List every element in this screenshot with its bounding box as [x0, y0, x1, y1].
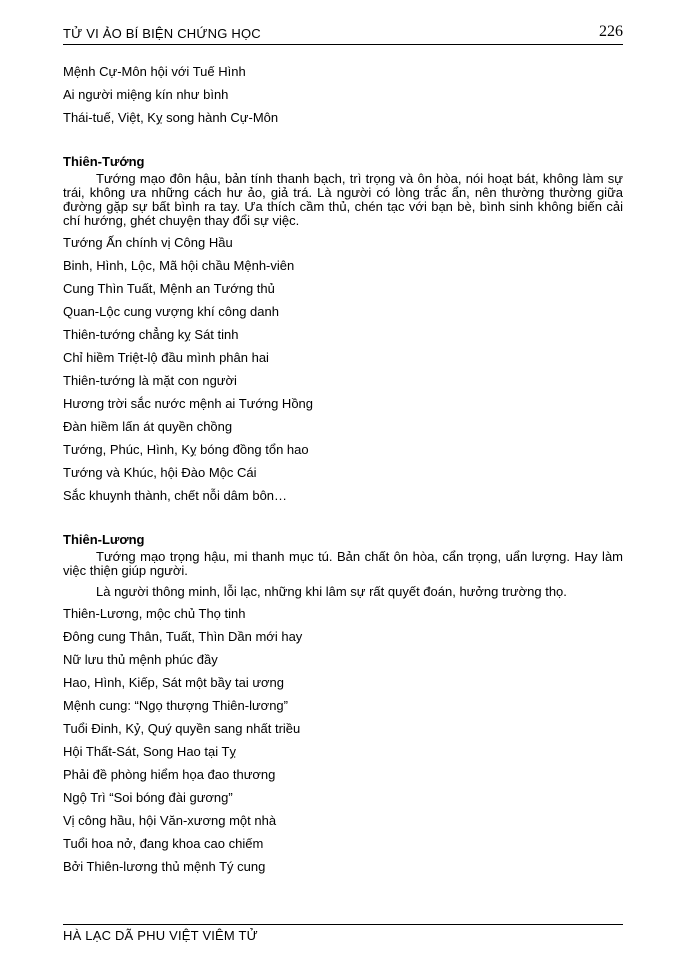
- verse-line: Tuổi Đinh, Kỷ, Quý quyền sang nhất triều: [63, 721, 301, 736]
- verse-line: Cung Thìn Tuất, Mệnh an Tướng thủ: [63, 281, 275, 296]
- intro-verse-line: Mệnh Cự-Môn hội với Tuế Hình: [63, 64, 246, 79]
- page-footer: [63, 924, 623, 943]
- verse-line: Thiên-Lương, mộc chủ Thọ tinh: [63, 606, 246, 621]
- verse-line: Tướng và Khúc, hội Đào Mộc Cái: [63, 465, 257, 480]
- section-title: Thiên-Lương: [63, 532, 145, 547]
- page-number: 226: [599, 23, 623, 40]
- page-body: [63, 64, 623, 882]
- verse-line: Đông cung Thân, Tuất, Thìn Dần mới hay: [63, 629, 303, 644]
- verse-line: Hội Thất-Sát, Song Hao tại Tỵ: [63, 744, 236, 759]
- section-thien-tuong: [63, 154, 623, 503]
- verse-line: Bởi Thiên-lương thủ mệnh Tý cung: [63, 859, 266, 874]
- verse-line: Đàn hiềm lấn át quyền chồng: [63, 419, 233, 434]
- verse-line: Tướng Ấn chính vị Công Hầu: [63, 235, 233, 250]
- verse-line: Sắc khuynh thành, chết nỗi dâm bôn…: [63, 488, 288, 503]
- verse-line: Binh, Hình, Lộc, Mã hội chầu Mệnh-viên: [63, 258, 295, 273]
- section-paragraph: Là người thông minh, lỗi lạc, những khi lâm sự rất quyết đoán, hưởng trường thọ.: [96, 584, 567, 599]
- verse-line: Phải đề phòng hiểm họa đao thương: [63, 767, 276, 782]
- footer-text: HÀ LẠC DÃ PHU VIỆT VIÊM TỬ: [63, 928, 258, 943]
- intro-verse-line: Ai người miệng kín như bình: [63, 87, 229, 102]
- verse-line: Vị công hầu, hội Văn-xương một nhà: [63, 813, 277, 828]
- verse-line: Ngộ Trì “Soi bóng đài gương”: [63, 790, 233, 805]
- verse-line: Tuổi hoa nở, đang khoa cao chiếm: [63, 836, 264, 851]
- intro-verse-line: Thái-tuế, Việt, Kỵ song hành Cự-Môn: [63, 110, 279, 125]
- verse-line: Quan-Lộc cung vượng khí công danh: [63, 304, 279, 319]
- section-paragraph: Tướng mạo đôn hậu, bản tính thanh bạch, trì trọng và ôn hòa, nói hoạt bát, không làm sự trái, không ưa những cách hư ảo, giả trá. Là người có lòng trắc ẩn, nên thường thường giữa đường gặp sự bất bình ra tay. Ưa thích cầm thủ, chén tạc với bạn bè, bình sinh không biến cải chí hướng, ghét chuyện thay đổi sự việc.: [63, 171, 623, 228]
- section-paragraph: Tướng mạo trọng hậu, mi thanh mục tú. Bản chất ôn hòa, cẩn trọng, uẩn lượng. Hay làm việc thiện giúp người.: [63, 549, 623, 578]
- verse-line: Nữ lưu thủ mệnh phúc đầy: [63, 652, 218, 667]
- header-title: TỬ VI ẢO BÍ BIỆN CHỨNG HỌC: [63, 26, 261, 41]
- verse-line: Thiên-tướng là mặt con người: [63, 373, 237, 388]
- section-title: Thiên-Tướng: [63, 154, 145, 169]
- section-thien-luong: [63, 532, 623, 874]
- verse-line: Mệnh cung: “Ngọ thượng Thiên-lương”: [63, 698, 288, 713]
- verse-line: Chỉ hiềm Triệt-lộ đầu mình phân hai: [63, 350, 269, 365]
- verse-line: Thiên-tướng chẳng kỵ Sát tinh: [63, 327, 239, 342]
- verse-line: Hương trời sắc nước mệnh ai Tướng Hồng: [63, 396, 314, 411]
- verse-line: Tướng, Phúc, Hình, Kỵ bóng đồng tổn hao: [63, 442, 309, 457]
- verse-line: Hao, Hình, Kiếp, Sát một bầy tai ương: [63, 675, 285, 690]
- page-header: [63, 24, 623, 45]
